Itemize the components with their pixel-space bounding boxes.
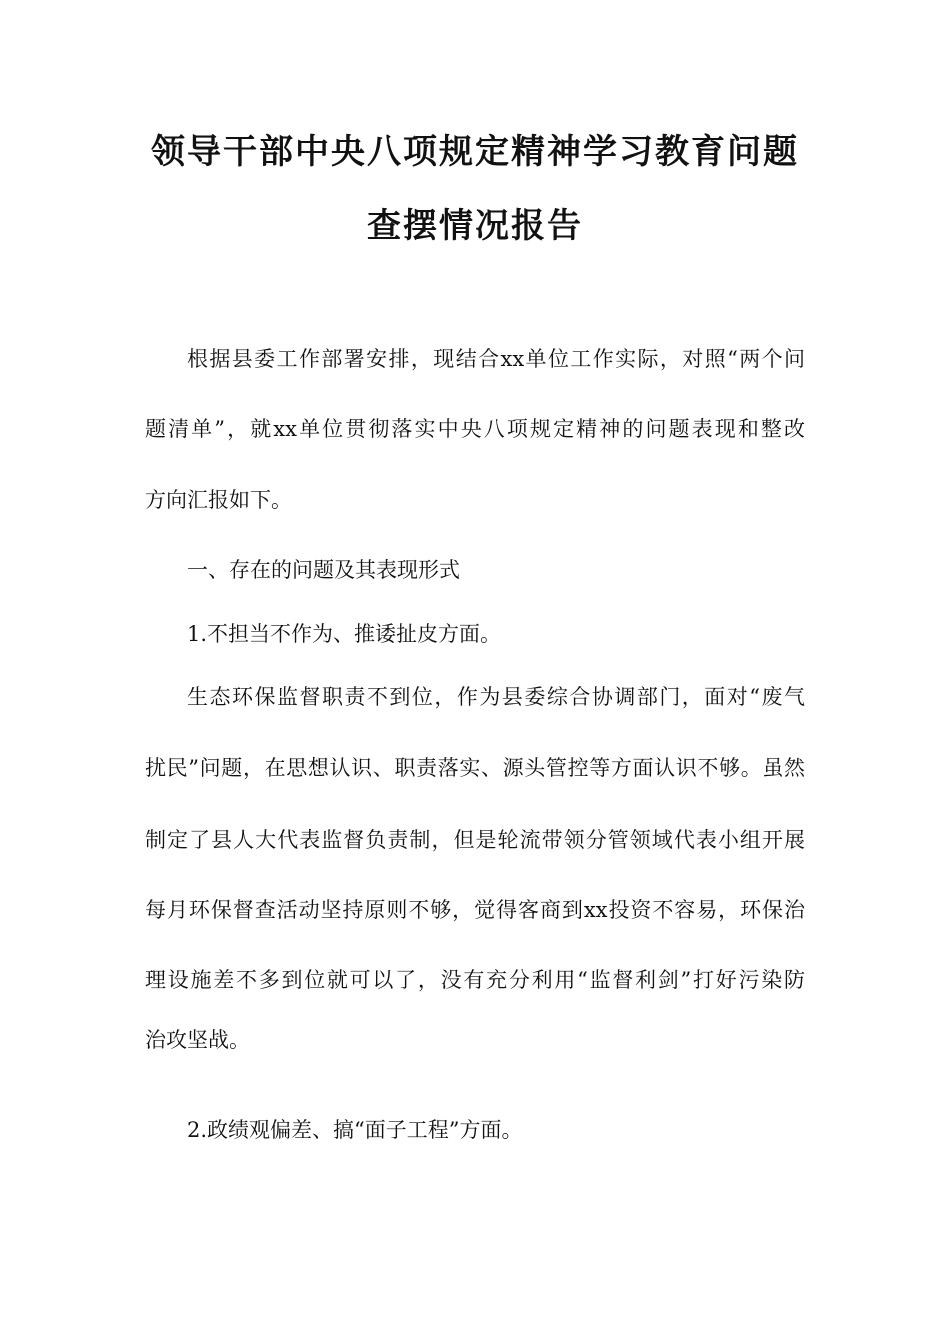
paragraph-line: 生态环保监督职责不到位，作为县委综合协调部门，面对“废气 <box>187 685 805 709</box>
subsection-heading: 1.不担当不作为、推诿扯皮方面。 <box>187 622 502 646</box>
paragraph-line: 方向汇报如下。 <box>145 488 292 512</box>
paragraph-line: 治攻坚战。 <box>145 1028 250 1052</box>
paragraph-line: 制定了县人大代表监督负责制，但是轮流带领分管领域代表小组开展 <box>145 828 805 852</box>
paragraph-line: 每月环保督查活动坚持原则不够，觉得客商到xx投资不容易，环保治 <box>145 898 805 922</box>
paragraph-line: 题清单”，就xx单位贯彻落实中央八项规定精神的问题表现和整改 <box>145 417 805 441</box>
subsection-heading: 2.政绩观偏差、搞“面子工程”方面。 <box>187 1118 523 1142</box>
document-title-line-1: 领导干部中央八项规定精神学习教育问题 <box>151 132 799 172</box>
section-heading: 一、存在的问题及其表现形式 <box>187 558 460 582</box>
paragraph-line: 扰民”问题，在思想认识、职责落实、源头管控等方面认识不够。虽然 <box>145 756 805 780</box>
paragraph-line: 理设施差不多到位就可以了，没有充分利用“监督利剑”打好污染防 <box>145 968 805 992</box>
paragraph-line: 根据县委工作部署安排，现结合xx单位工作实际，对照“两个问 <box>187 347 805 371</box>
document-title-line-2: 查摆情况报告 <box>367 206 583 246</box>
